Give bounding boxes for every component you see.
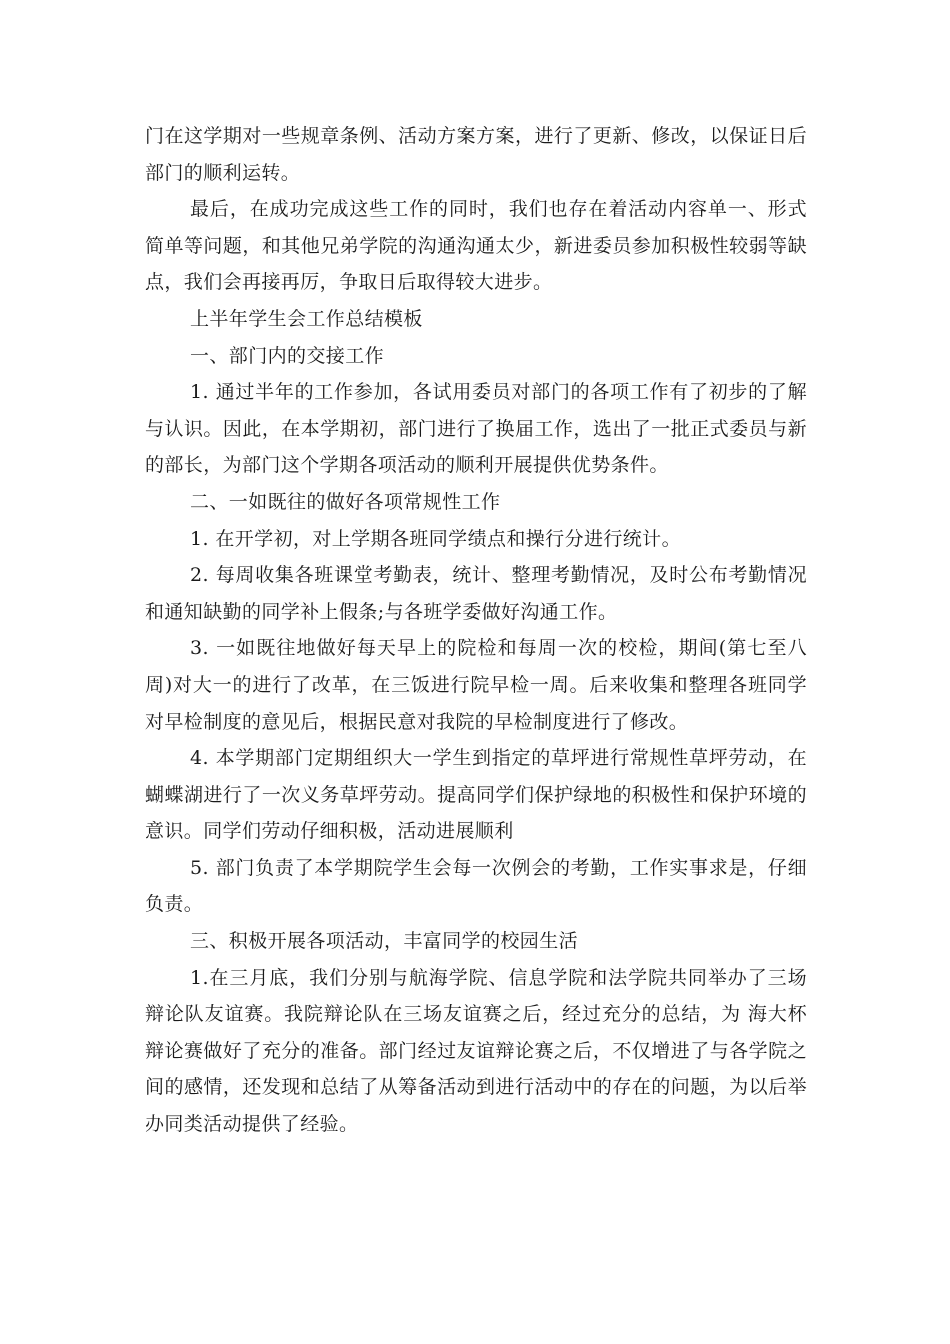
paragraph-item-2-3: 3. 一如既往地做好每天早上的院检和每周一次的校检，期间(第七至八周)对大一的进行了改革，在三饭进行院早检一周。后来收集和整理各班同学对早检制度的意见后，根据民意对我院的早检制度进行了修改。: [145, 637, 807, 733]
document-title: 上半年学生会工作总结模板: [190, 307, 423, 330]
paragraph-continuation: 门在这学期对一些规章条例、活动方案方案，进行了更新、修改，以保证日后部门的顺利运转。: [145, 125, 807, 184]
section-heading-2: 二、一如既往的做好各项常规性工作: [190, 490, 501, 513]
paragraph-conclusion: 最后，在成功完成这些工作的同时，我们也存在着活动内容单一、形式简单等问题，和其他兄弟学院的沟通沟通太少，新进委员参加积极性较弱等缺点，我们会再接再厉，争取日后取得较大进步。: [145, 198, 807, 294]
section-heading-3: 三、积极开展各项活动，丰富同学的校园生活: [190, 930, 579, 953]
paragraph-item-1-1: 1. 通过半年的工作参加，各试用委员对部门的各项工作有了初步的了解与认识。因此，在本学期初，部门进行了换届工作，选出了一批正式委员与新的部长，为部门这个学期各项活动的顺利开展提供优势条件。: [145, 381, 807, 477]
paragraph-item-2-5: 5. 部门负责了本学期院学生会每一次例会的考勤，工作实事求是，仔细负责。: [145, 856, 807, 916]
paragraph-item-2-1: 1. 在开学初，对上学期各班同学绩点和操行分进行统计。: [190, 527, 681, 550]
paragraph-item-3-1: 1.在三月底，我们分别与航海学院、信息学院和法学院共同举办了三场辩论队友谊赛。我院辩论队在三场友谊赛之后，经过充分的总结，为 海大杯 辩论赛做好了充分的准备。部门经过友谊辩论赛之后，不仅增进了与各学院之间的感情，还发现和总结了从筹备活动到进行活动中的存在的问题，为以后举办同类活动提供了经验。: [145, 966, 807, 1136]
document-page: [145, 118, 807, 1143]
paragraph-item-2-4: 4. 本学期部门定期组织大一学生到指定的草坪进行常规性草坪劳动，在蝴蝶湖进行了一次义务草坪劳动。提高同学们保护绿地的积极性和保护环境的意识。同学们劳动仔细积极，活动进展顺利: [145, 747, 807, 843]
section-heading-1: 一、部门内的交接工作: [190, 344, 385, 367]
paragraph-item-2-2: 2. 每周收集各班课堂考勤表，统计、整理考勤情况，及时公布考勤情况和通知缺勤的同学补上假条;与各班学委做好沟通工作。: [145, 564, 807, 623]
